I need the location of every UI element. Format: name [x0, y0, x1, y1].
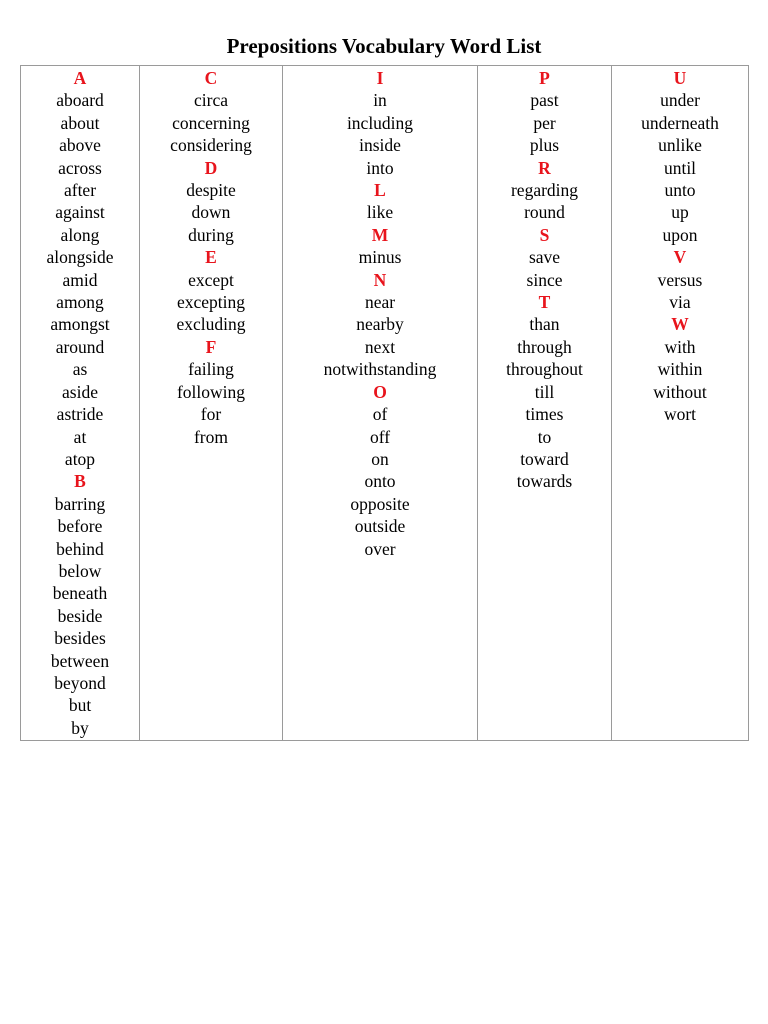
preposition-word: below — [58, 560, 102, 581]
preposition-word: till — [534, 381, 555, 402]
preposition-word: unlike — [658, 135, 702, 156]
preposition-word: notwithstanding — [323, 359, 437, 380]
word-column-list — [140, 67, 282, 448]
preposition-word: onto — [364, 471, 396, 492]
preposition-word: near — [364, 292, 396, 313]
preposition-word: upon — [662, 224, 698, 245]
preposition-word: over — [364, 538, 396, 559]
preposition-word: amongst — [50, 314, 110, 335]
preposition-word: barring — [54, 493, 106, 514]
letter-heading: V — [673, 247, 687, 268]
preposition-word: regarding — [510, 180, 579, 201]
preposition-word: until — [663, 157, 697, 178]
letter-heading: L — [374, 180, 386, 201]
preposition-word: astride — [56, 404, 104, 425]
preposition-word: excepting — [176, 292, 246, 313]
preposition-word: alongside — [46, 247, 114, 268]
preposition-word: aside — [62, 381, 98, 402]
word-list-row — [21, 66, 749, 741]
preposition-word: by — [71, 717, 89, 738]
preposition-word: concerning — [172, 112, 250, 133]
preposition-word: beneath — [52, 583, 108, 604]
preposition-word: wort — [663, 404, 697, 425]
preposition-word: above — [59, 135, 101, 156]
preposition-word: past — [530, 90, 559, 111]
letter-heading: I — [376, 68, 384, 88]
word-column-list — [612, 67, 748, 426]
preposition-word: except — [188, 269, 234, 290]
preposition-word: under — [660, 90, 700, 111]
preposition-word: per — [533, 112, 556, 133]
preposition-word: during — [188, 224, 234, 245]
preposition-word: but — [68, 695, 92, 716]
preposition-word: considering — [170, 135, 252, 156]
preposition-word: on — [371, 448, 389, 469]
preposition-word: for — [200, 404, 222, 425]
preposition-word: save — [528, 247, 561, 268]
preposition-word: from — [193, 426, 229, 447]
letter-heading: N — [373, 269, 387, 290]
preposition-word: down — [191, 202, 231, 223]
preposition-word: excluding — [176, 314, 246, 335]
letter-heading: S — [539, 224, 550, 245]
preposition-word: in — [373, 90, 387, 111]
preposition-word: of — [372, 404, 388, 425]
preposition-word: minus — [358, 247, 402, 268]
preposition-word: atop — [64, 448, 96, 469]
preposition-word: beside — [57, 605, 103, 626]
word-column — [140, 66, 283, 741]
preposition-word: via — [669, 292, 691, 313]
word-column — [21, 66, 140, 741]
letter-heading: D — [204, 157, 218, 178]
preposition-word: circa — [194, 90, 228, 111]
preposition-word: within — [657, 359, 703, 380]
letter-heading: R — [538, 157, 551, 178]
preposition-word: into — [366, 157, 394, 178]
preposition-word: before — [57, 516, 103, 537]
preposition-word: inside — [359, 135, 401, 156]
preposition-word: after — [63, 180, 97, 201]
letter-heading: C — [204, 68, 218, 88]
preposition-word: without — [653, 381, 707, 402]
preposition-word: times — [525, 404, 564, 425]
preposition-word: round — [524, 202, 565, 223]
preposition-word: nearby — [356, 314, 404, 335]
preposition-word: beyond — [54, 672, 106, 693]
letter-heading: A — [73, 68, 87, 88]
preposition-word: against — [55, 202, 105, 223]
word-column — [478, 66, 612, 741]
preposition-word: since — [526, 269, 563, 290]
letter-heading: B — [74, 471, 86, 492]
preposition-word: next — [364, 336, 396, 357]
preposition-word: failing — [188, 359, 234, 380]
preposition-word: among — [56, 292, 104, 313]
letter-heading: M — [371, 224, 389, 245]
word-column-list — [478, 67, 611, 493]
preposition-word: following — [176, 381, 246, 402]
letter-heading: T — [538, 292, 551, 313]
page-title: Prepositions Vocabulary Word List — [226, 34, 542, 58]
preposition-word: towards — [516, 471, 573, 492]
letter-heading: E — [205, 247, 217, 268]
word-column — [612, 66, 749, 741]
preposition-word: throughout — [506, 359, 583, 380]
preposition-word: across — [58, 157, 102, 178]
preposition-word: around — [55, 336, 105, 357]
preposition-word: besides — [54, 628, 106, 649]
preposition-word: up — [671, 202, 689, 223]
preposition-word: plus — [529, 135, 560, 156]
preposition-word: amid — [62, 269, 98, 290]
letter-heading: P — [539, 68, 550, 88]
preposition-word: behind — [56, 538, 104, 559]
preposition-word: along — [60, 224, 100, 245]
letter-heading: W — [671, 314, 689, 335]
preposition-word: than — [529, 314, 560, 335]
preposition-word: as — [72, 359, 88, 380]
preposition-word: opposite — [350, 493, 410, 514]
preposition-word: unto — [664, 180, 696, 201]
preposition-word: like — [366, 202, 394, 223]
preposition-word: with — [664, 336, 696, 357]
preposition-word: about — [60, 112, 100, 133]
preposition-word: between — [50, 650, 110, 671]
preposition-word: underneath — [641, 112, 719, 133]
preposition-word: versus — [657, 269, 703, 290]
letter-heading: F — [205, 336, 217, 357]
word-column-list — [283, 67, 477, 560]
word-column-list — [21, 67, 139, 739]
preposition-word: to — [537, 426, 552, 447]
letter-heading: O — [373, 381, 387, 402]
preposition-word: at — [73, 426, 87, 447]
letter-heading: U — [673, 68, 687, 88]
preposition-word: despite — [186, 180, 236, 201]
preposition-word: through — [517, 336, 572, 357]
word-list-table — [20, 65, 749, 741]
preposition-word: including — [346, 112, 414, 133]
word-column — [283, 66, 478, 741]
preposition-word: off — [369, 426, 391, 447]
preposition-word: toward — [520, 448, 569, 469]
preposition-word: aboard — [56, 90, 104, 111]
preposition-word: outside — [354, 516, 406, 537]
